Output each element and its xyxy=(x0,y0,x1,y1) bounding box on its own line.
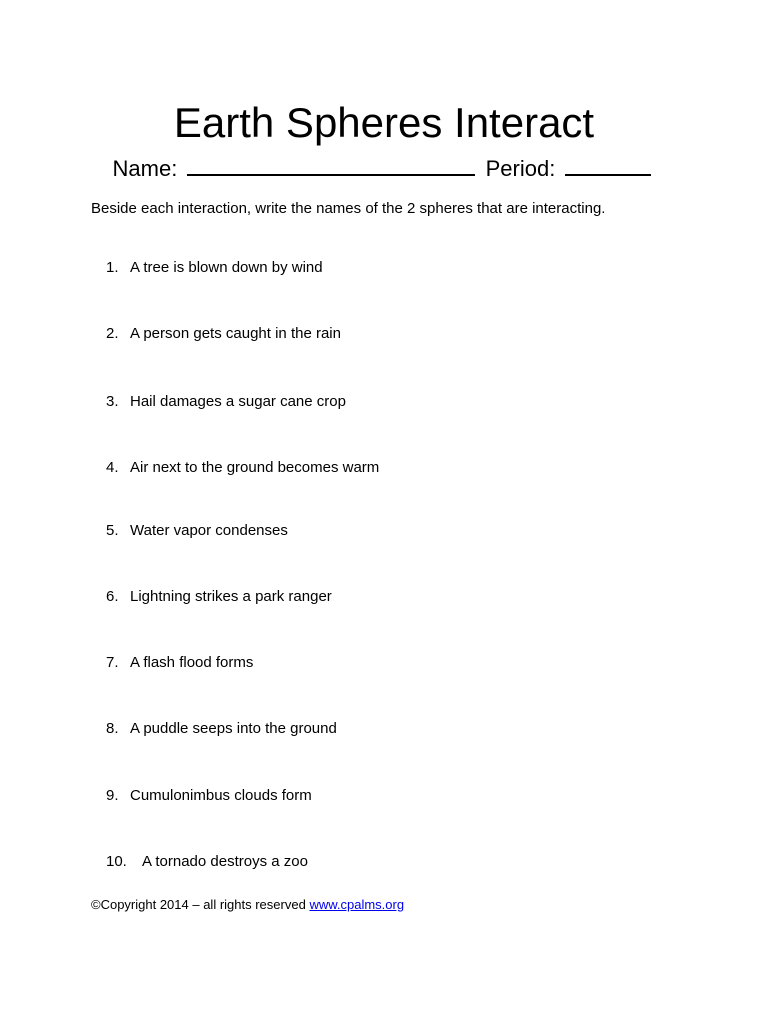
question-item xyxy=(106,324,341,344)
period-blank[interactable] xyxy=(565,152,651,176)
name-blank[interactable] xyxy=(187,152,475,176)
question-text: Cumulonimbus clouds form xyxy=(130,787,312,804)
question-number: 3. xyxy=(106,393,119,410)
question-item xyxy=(106,852,308,872)
instructions: Beside each interaction, write the names of the 2 spheres that are interacting. xyxy=(91,200,606,217)
question-text: Lightning strikes a park ranger xyxy=(130,588,332,605)
question-text: Air next to the ground becomes warm xyxy=(130,459,380,476)
question-number: 4. xyxy=(106,459,119,476)
question-number: 5. xyxy=(106,522,119,539)
question-text: Hail damages a sugar cane crop xyxy=(130,393,346,410)
question-text: A puddle seeps into the ground xyxy=(130,720,337,737)
question-number: 2. xyxy=(106,325,119,342)
question-number: 1. xyxy=(106,259,119,276)
question-item xyxy=(106,719,337,739)
question-text: A tree is blown down by wind xyxy=(130,259,323,276)
question-item xyxy=(106,521,288,541)
question-item xyxy=(106,587,332,607)
copyright-footer xyxy=(91,896,404,914)
question-item xyxy=(106,458,379,478)
question-number: 6. xyxy=(106,588,119,605)
name-period-line xyxy=(0,152,768,184)
question-text: A flash flood forms xyxy=(130,654,254,671)
question-text: A person gets caught in the rain xyxy=(130,325,341,342)
question-item xyxy=(106,786,312,806)
question-number: 10. xyxy=(106,853,127,870)
cpalms-link[interactable]: www.cpalms.org xyxy=(309,897,405,912)
question-item xyxy=(106,392,346,412)
question-number: 9. xyxy=(106,787,119,804)
question-item xyxy=(106,258,323,278)
question-text: Water vapor condenses xyxy=(130,522,288,539)
question-item xyxy=(106,653,253,673)
copyright-text: ©Copyright 2014 – all rights reserved xyxy=(91,897,306,912)
page-title: Earth Spheres Interact xyxy=(173,99,595,146)
name-label: Name: xyxy=(112,156,178,181)
question-text: A tornado destroys a zoo xyxy=(142,853,308,870)
question-number: 7. xyxy=(106,654,119,671)
question-number: 8. xyxy=(106,720,119,737)
period-label: Period: xyxy=(485,156,556,181)
